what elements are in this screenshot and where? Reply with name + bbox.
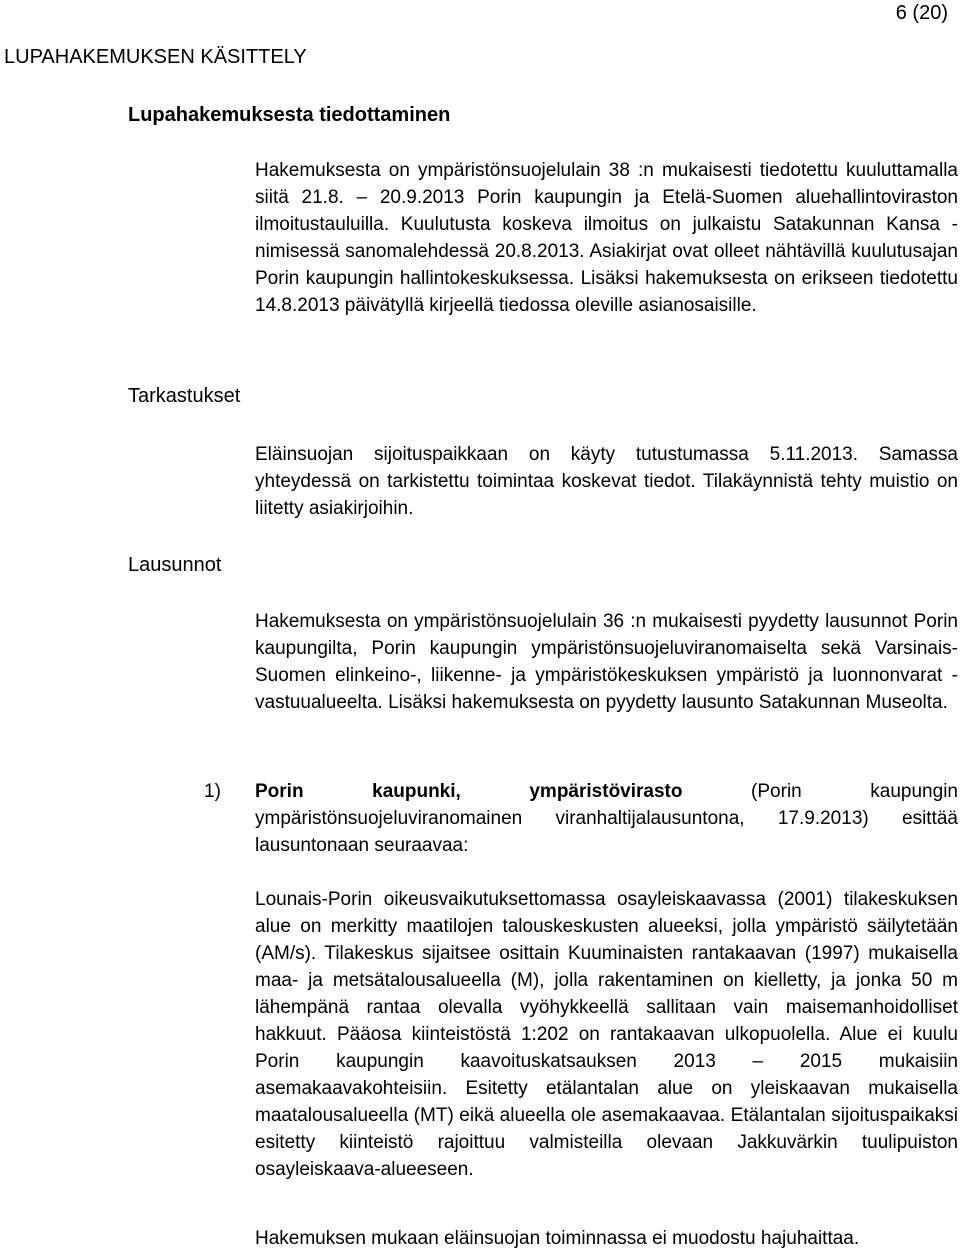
zoning-paragraph: Lounais-Porin oikeusvaikutuksettomassa osayleiskaavassa (2001) tilakeskuksen alue on merkitty maatilojen talouskeskusten alueeksi, jolla ympäristö säilytetään (AM/s). Tilakeskus sijaitsee osittain Kuuminaisten rantakaavan (1997) mukaisella maa- ja metsätalousalueella (M), jolla rakentaminen on kielletty, ja jonka 50 m lähempänä rantaa olevalla vyöhykkeellä sallitaan vain maisemanhoidolliset hakkuut. Pääosa kiinteistöstä 1:202 on rantakaavan ulkopuolella. Alue ei kuulu Porin kaupungin kaavoituskatsauksen 2013 – 2015 mukaisiin asemakaavakohteisiin. Esitetty etälantalan alue on yleiskaavan mukaisella maatalousalueella (MT) eikä alueella ole asemakaavaa. Etälantalan sijoituspaikaksi esitetty kiinteistö rajoittuu valmisteilla olevaan Jakkuvärkin tuulipuiston osayleiskaava-alueeseen. [255, 889, 958, 1180]
item-text-rest: (Porin kaupungin ympäristönsuojeluviranomainen viranhaltijalausuntona, 17.9.2013) esittää lausuntonaan seuraavaa: [255, 781, 958, 856]
list-item-text [255, 778, 958, 859]
page-number: 6 (20) [895, 2, 948, 24]
inspection-paragraph: Eläinsuojan sijoituspaikkaan on käyty tutustumassa 5.11.2013. Samassa yhteydessä on tarkistettu toimintaa koskevat tiedot. Tilakäynnistä tehty muistio on liitetty asiakirjoihin. [255, 444, 958, 519]
side-heading-lausunnot: Lausunnot [128, 554, 222, 576]
last-line: Hakemuksen mukaan eläinsuojan toiminnassa ei muodostu hajuhaittaa. [255, 1228, 860, 1249]
statements-paragraph: Hakemuksesta on ympäristönsuojelulain 36 :n mukaisesti pyydetty lausunnot Porin kaupungilta, Porin kaupungin ympäristönsuojeluviranomaiselta sekä Varsinais-Suomen elinkeino-, liikenne- ja ympäristökeskuksen ympäristö ja luonnonvarat -vastuualueelta. Lisäksi hakemuksesta on pyydetty lausunto Satakunnan Museolta. [255, 611, 958, 713]
side-heading-tarkastukset: Tarkastukset [128, 385, 241, 407]
section-heading: LUPAHAKEMUKSEN KÄSITTELY [4, 46, 307, 68]
subsection-heading: Lupahakemuksesta tiedottaminen [128, 104, 451, 126]
item-bold-lead: Porin kaupunki, ympäristövirasto [255, 781, 683, 802]
notice-paragraph: Hakemuksesta on ympäristönsuojelulain 38 :n mukaisesti tiedotettu kuuluttamalla siitä 21.8. – 20.9.2013 Porin kaupungin ja Etelä-Suomen aluehallintoviraston ilmoitustauluilla. Kuulutusta koskeva ilmoitus on julkaistu Satakunnan Kansa -nimisessä sanomalehdessä 20.8.2013. Asiakirjat ovat olleet nähtävillä kuulutusajan Porin kaupungin hallintokeskuksessa. Lisäksi hakemuksesta on erikseen tiedotettu 14.8.2013 päivätyllä kirjeellä tiedossa oleville asianosaisille. [255, 160, 958, 316]
list-item-number: 1) [204, 781, 221, 802]
